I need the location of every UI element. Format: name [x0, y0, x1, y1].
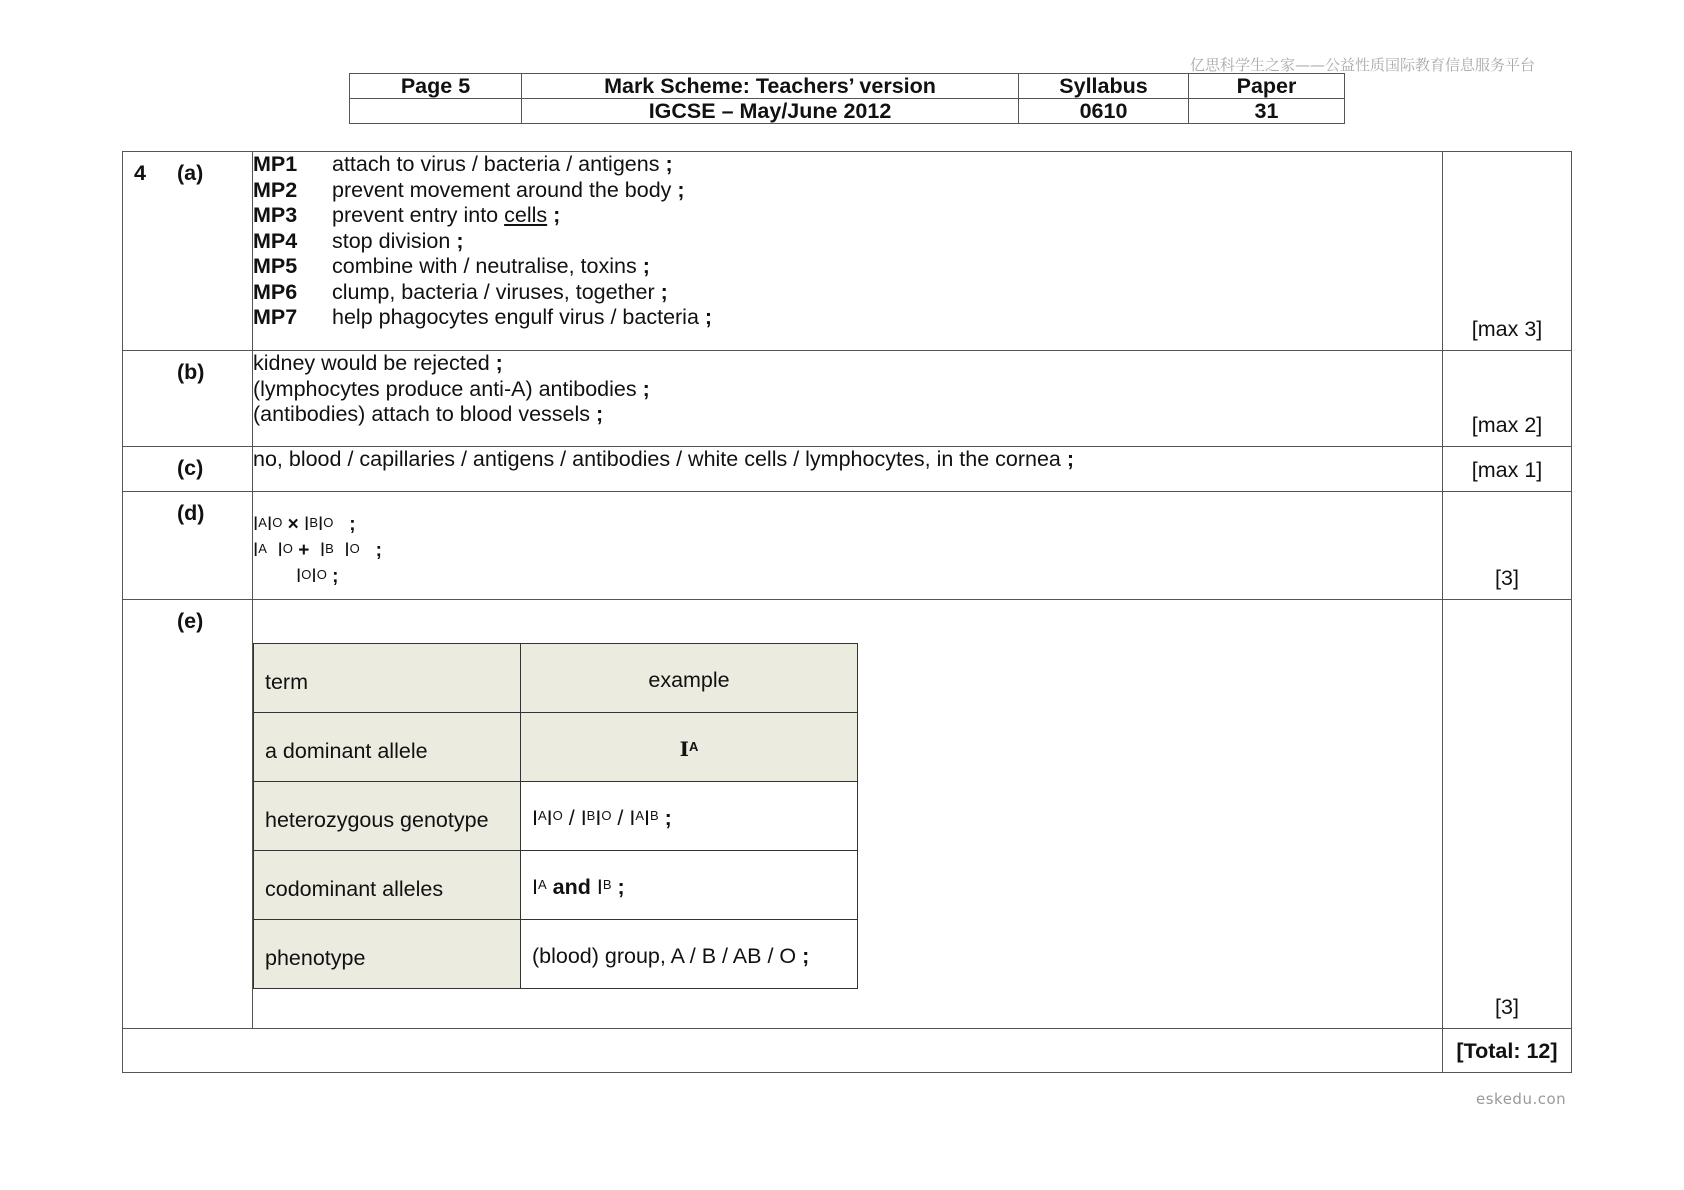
- part-d-mark: [3]: [1443, 492, 1572, 600]
- page-number: Page 5: [350, 74, 522, 99]
- cross-line: $I^AI^O \times I^BI^O$ ;: [253, 514, 356, 535]
- marking-point: MP6 clump, bacteria / viruses, together ;: [253, 279, 668, 304]
- column-header-term: term: [254, 644, 521, 713]
- watermark: 亿思科学生之家——公益性质国际教育信息服务平台: [1190, 56, 1536, 74]
- offspring-line: $I^OI^O$ ;: [296, 566, 339, 587]
- part-e-answer: [253, 600, 1443, 1029]
- table-row: heterozygous genotype $I^AI^O / I^BI^O / I^AI^B$ ;: [254, 782, 858, 851]
- table-row: a dominant allele $I^A$: [254, 713, 858, 782]
- part-e-row: [123, 600, 1572, 1029]
- genetics-terms-table: [253, 643, 858, 989]
- total-row: [123, 1029, 1572, 1073]
- paper-number: 31: [1189, 99, 1345, 124]
- part-b-row: [123, 351, 1572, 447]
- marking-point: MP1 attach to virus / bacteria / antigens ;: [253, 152, 673, 176]
- part-b-label: (b): [177, 360, 205, 384]
- exam-name: IGCSE – May/June 2012: [522, 99, 1019, 124]
- part-a-mark: [max 3]: [1443, 152, 1572, 351]
- part-c-mark: [max 1]: [1443, 447, 1572, 492]
- total-mark: [Total: 12]: [1443, 1029, 1572, 1073]
- part-e-mark: [3]: [1443, 600, 1572, 1029]
- header-title: Mark Scheme: Teachers’ version: [522, 74, 1019, 99]
- marking-point: MP2 prevent movement around the body ;: [253, 177, 685, 202]
- header-blank: [350, 99, 522, 124]
- part-d-answer: [253, 492, 1443, 600]
- table-row: codominant alleles $I^A$ and $I^B$ ;: [254, 851, 858, 920]
- part-b-mark: [max 2]: [1443, 351, 1572, 447]
- marking-point: MP3 prevent entry into cells ;: [253, 203, 561, 227]
- marking-point: MP7 help phagocytes engulf virus / bacteria ;: [253, 305, 713, 329]
- part-c-row: [123, 447, 1572, 492]
- part-e-label: (e): [177, 609, 204, 633]
- part-a-row: [123, 152, 1572, 351]
- marking-point: MP5 combine with / neutralise, toxins ;: [253, 254, 650, 278]
- part-d-label: (d): [177, 501, 205, 525]
- table-header-row: [254, 644, 858, 713]
- marking-point: MP4 stop division ;: [253, 228, 464, 253]
- part-a-label: (a): [177, 161, 204, 185]
- paper-label: Paper: [1189, 74, 1345, 99]
- gametes-line: $I^A$ $I^O + I^B$ $I^O$ ;: [253, 540, 382, 561]
- part-b-answer: kidney would be rejected ; (lymphocytes produce anti-A) antibodies ; (antibodies) attach to blood vessels ;: [253, 351, 1443, 447]
- part-a-answer: [253, 152, 1443, 351]
- column-header-example: example: [521, 644, 858, 713]
- header-table: [349, 73, 1345, 124]
- question-number: 4: [134, 161, 146, 185]
- mark-scheme-table: [122, 151, 1572, 1073]
- part-c-label: (c): [177, 456, 204, 480]
- footer-watermark: eskedu.con: [1476, 1090, 1567, 1108]
- syllabus-label: Syllabus: [1019, 74, 1189, 99]
- syllabus-code: 0610: [1019, 99, 1189, 124]
- table-row: phenotype (blood) group, A / B / AB / O ;: [254, 920, 858, 989]
- part-c-answer: no, blood / capillaries / antigens / antibodies / white cells / lymphocytes, in the cornea ;: [253, 447, 1443, 492]
- part-d-row: [123, 492, 1572, 600]
